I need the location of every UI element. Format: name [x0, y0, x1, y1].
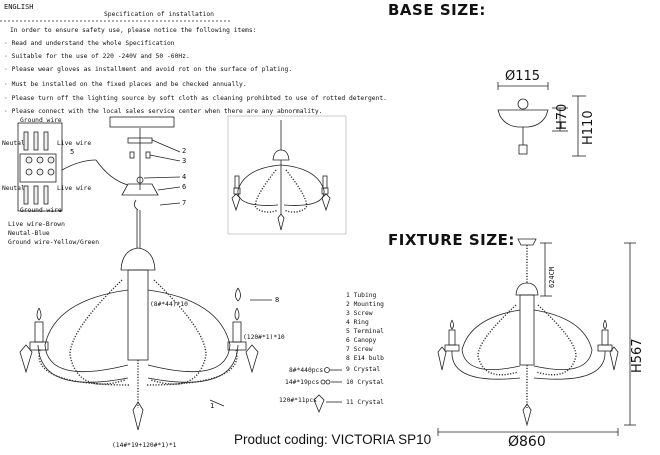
- callout-7: 7: [182, 199, 187, 207]
- spec-title: Specification of installation: [104, 11, 214, 18]
- chandelier-preview: [232, 120, 330, 230]
- live-wire-top-label: Live wire: [57, 140, 92, 147]
- wiring-diagram: [18, 123, 96, 211]
- callout-1: 1: [210, 402, 215, 410]
- preview-frame: [228, 116, 346, 234]
- part-item: 9 Crystal: [346, 366, 381, 373]
- part-item: 4 Ring: [346, 319, 369, 326]
- part-item: 5 Terminal: [346, 328, 384, 335]
- instruction-line: · Please connect with the local sales service center when there are any abnormality.: [4, 108, 323, 115]
- part-item: 3 Screw: [346, 310, 373, 317]
- instruction-line: · Please wear gloves as installment and avoid rot on the surface of plating.: [4, 66, 293, 73]
- callout-4: 4: [182, 173, 187, 181]
- part-item: 11 Crystal: [346, 399, 384, 406]
- language-label: ENGLISH: [4, 3, 34, 11]
- callout-2: 2: [182, 147, 187, 155]
- base-size-title: BASE SIZE:: [388, 1, 486, 19]
- neutal-top-label: Neutal: [2, 140, 25, 147]
- arm-beads-label: (8#*44)*10: [150, 301, 188, 308]
- part-item: 10 Crystal: [346, 379, 384, 386]
- fixture-drawing: [438, 239, 636, 436]
- instruction-line: · Must be installed on the fixed places and be checked annually.: [4, 81, 247, 88]
- bottom-beads-label: (14#*19+120#*1)*1: [112, 442, 177, 449]
- crystal-9-count: 8#*440pcs: [289, 367, 324, 374]
- wire-legend-line: Neutal-Blue: [8, 230, 50, 237]
- instruction-line: In order to ensure safety use, please notice the following items:: [10, 27, 257, 34]
- neutal-bottom-label: Neutal: [2, 185, 25, 192]
- base-diameter-label: Ø115: [505, 69, 541, 84]
- product-code: Product coding: VICTORIA SP10: [234, 432, 432, 447]
- callout-8: 8: [275, 296, 280, 304]
- callout-6: 6: [182, 183, 187, 191]
- part-item: 8 E14 bulb: [346, 355, 384, 362]
- ceiling-assembly: [96, 117, 180, 210]
- base-drawing: [498, 82, 586, 156]
- callout-3: 3: [182, 157, 187, 165]
- candle-beads-label: (120#*1)*10: [243, 334, 285, 341]
- base-h70-label: H70: [555, 103, 570, 130]
- ground-wire-bottom-label: Ground wire: [20, 207, 62, 214]
- part-item: 2 Mounting: [346, 301, 384, 308]
- instruction-line: · Please turn off the lighting source by soft cloth as cleaning prohibted to use of rotted detergent.: [4, 95, 387, 102]
- part-item: 7 Screw: [346, 346, 373, 353]
- part-item: 6 Canopy: [346, 337, 377, 344]
- live-wire-bottom-label: Live wire: [57, 185, 92, 192]
- crystal-11-count: 120#*11pcs: [279, 397, 317, 404]
- wire-legend-line: Ground wire-Yellow/Green: [8, 239, 99, 246]
- part-item: 1 Tubing: [346, 292, 377, 299]
- fixture-diameter-label: Ø860: [508, 434, 546, 450]
- wire-legend-line: Live wire-Brown: [8, 221, 65, 228]
- base-h110-label: H110: [581, 110, 596, 145]
- chain-length-label: 624CM: [548, 266, 556, 288]
- fixture-size-title: FIXTURE SIZE:: [388, 231, 515, 249]
- fixture-height-label: H567: [630, 338, 645, 373]
- callout-5: 5: [70, 148, 75, 156]
- instruction-line: · Read and understand the whole Specification: [4, 40, 175, 47]
- crystal-10-count: 14#*19pcs: [285, 379, 320, 386]
- ground-wire-top-label: Ground wire: [20, 117, 62, 124]
- instruction-line: · Suitable for the use of 220 -240V and 50 -60Hz.: [4, 53, 190, 60]
